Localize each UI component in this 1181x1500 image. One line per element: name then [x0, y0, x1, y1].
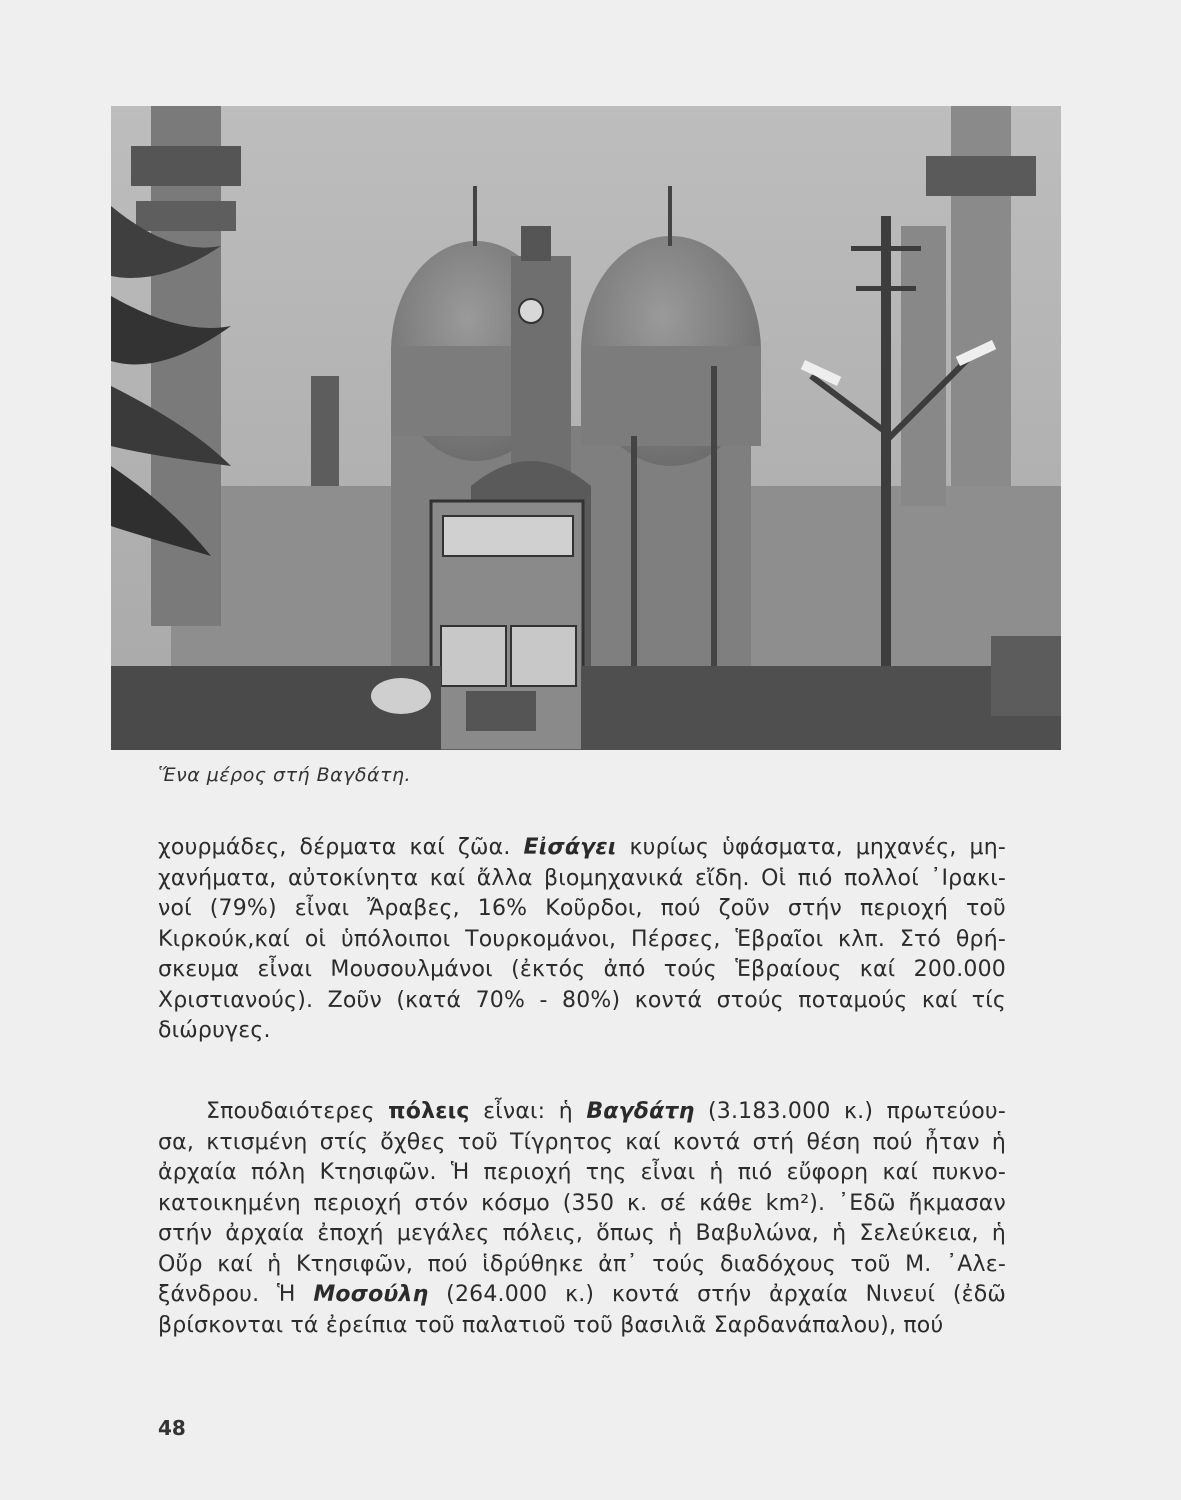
text-line — [158, 1280, 1006, 1311]
text-run: νοί (79%) εἶναι Ἄραβες, 16% Κοῦρδοι, πού ζοῦν στήν περιοχή τοῦ — [158, 896, 1006, 921]
text-run: χουρμάδες, δέρματα καί ζῶα. — [158, 835, 524, 860]
text-line — [158, 1016, 1006, 1047]
text-run: Χριστιανούς). Ζοῦν (κατά 70% - 80%) κοντά στούς ποταμούς καί τίς — [158, 987, 1006, 1013]
text-run: κατοικημένη περιοχή στόν κόσμο (350 κ. σέ κάθε km²). ᾿Εδῶ ἤκμασαν — [158, 1190, 1006, 1216]
text-run: διώρυγες. — [158, 1018, 271, 1043]
text-line — [158, 833, 1006, 864]
text-line — [158, 925, 1006, 956]
text-run: (264.000 κ.) κοντά στήν ἀρχαία Νινευί (ἐδῶ — [428, 1282, 1007, 1307]
text-line — [158, 955, 1006, 986]
emphasized-term: Εἰσάγει — [523, 835, 617, 860]
text-line — [158, 894, 1006, 925]
page-number: 48 — [158, 1416, 186, 1440]
text-line — [158, 1189, 1006, 1220]
emphasized-term: πόλεις — [388, 1099, 470, 1124]
text-line — [158, 1250, 1006, 1281]
paragraph-2 — [158, 1097, 1006, 1341]
text-run: εἶναι: ἡ — [469, 1099, 587, 1124]
text-line — [158, 1097, 1006, 1128]
text-line — [158, 1311, 1006, 1342]
text-line — [158, 986, 1006, 1017]
text-run: Οὔρ καί ἡ Κτησιφῶν, πού ἱδρύθηκε ἀπ᾿ τούς διαδόχους τοῦ Μ. ᾿Αλε- — [158, 1251, 1006, 1277]
text-line — [158, 1158, 1006, 1189]
text-run: (3.183.000 κ.) πρωτεύου- — [694, 1099, 1006, 1124]
text-run: Κιρκούκ,καί οἱ ὑπόλοιποι Τουρκομάνοι, Πέρσες, Ἑβραῖοι κλπ. Στό θρή- — [158, 926, 1006, 952]
text-run: ἀρχαία πόλη Κτησιφῶν. Ἡ περιοχή της εἶναι ἡ πιό εὔφορη καί πυκνο- — [158, 1160, 1006, 1185]
text-run: ξάνδρου. Ἡ — [158, 1282, 314, 1307]
photo-illustration — [111, 106, 1061, 750]
text-line — [158, 864, 1006, 895]
paragraph-1 — [158, 833, 1006, 1047]
text-run: στήν ἀρχαία ἐποχή μεγάλες πόλεις, ὅπως ἡ Βαβυλώνα, ἡ Σελεύκεια, ἡ — [158, 1221, 1006, 1246]
text-run: σκευμα εἶναι Μουσουλμάνοι (ἐκτός ἀπό τούς Ἑβραίους καί 200.000 — [158, 957, 1006, 982]
text-run: βρίσκονται τά ἐρείπια τοῦ παλατιοῦ τοῦ βασιλιᾶ Σαρδανάπαλου), πού — [158, 1312, 944, 1338]
text-run: σα, κτισμένη στίς ὄχθες τοῦ Τίγρητος καί κοντά στή θέση πού ἦταν ἡ — [158, 1129, 1006, 1155]
emphasized-term: Μοσούλη — [313, 1282, 429, 1307]
text-run: κυρίως ὑφάσματα, μηχανές, μη- — [616, 835, 1006, 860]
text-run: Σπουδαιότερες — [206, 1099, 389, 1124]
baghdad-photo — [111, 106, 1061, 750]
text-line — [158, 1219, 1006, 1250]
text-run: χανήματα, αὐτοκίνητα καί ἄλλα βιομηχανικά εἴδη. Οἱ πιό πολλοί ᾿Ιρακι- — [158, 865, 1006, 891]
emphasized-term: Βαγδάτη — [586, 1099, 695, 1124]
text-line — [158, 1128, 1006, 1159]
photo-caption: Ἕνα μέρος στή Βαγδάτη. — [158, 764, 412, 786]
